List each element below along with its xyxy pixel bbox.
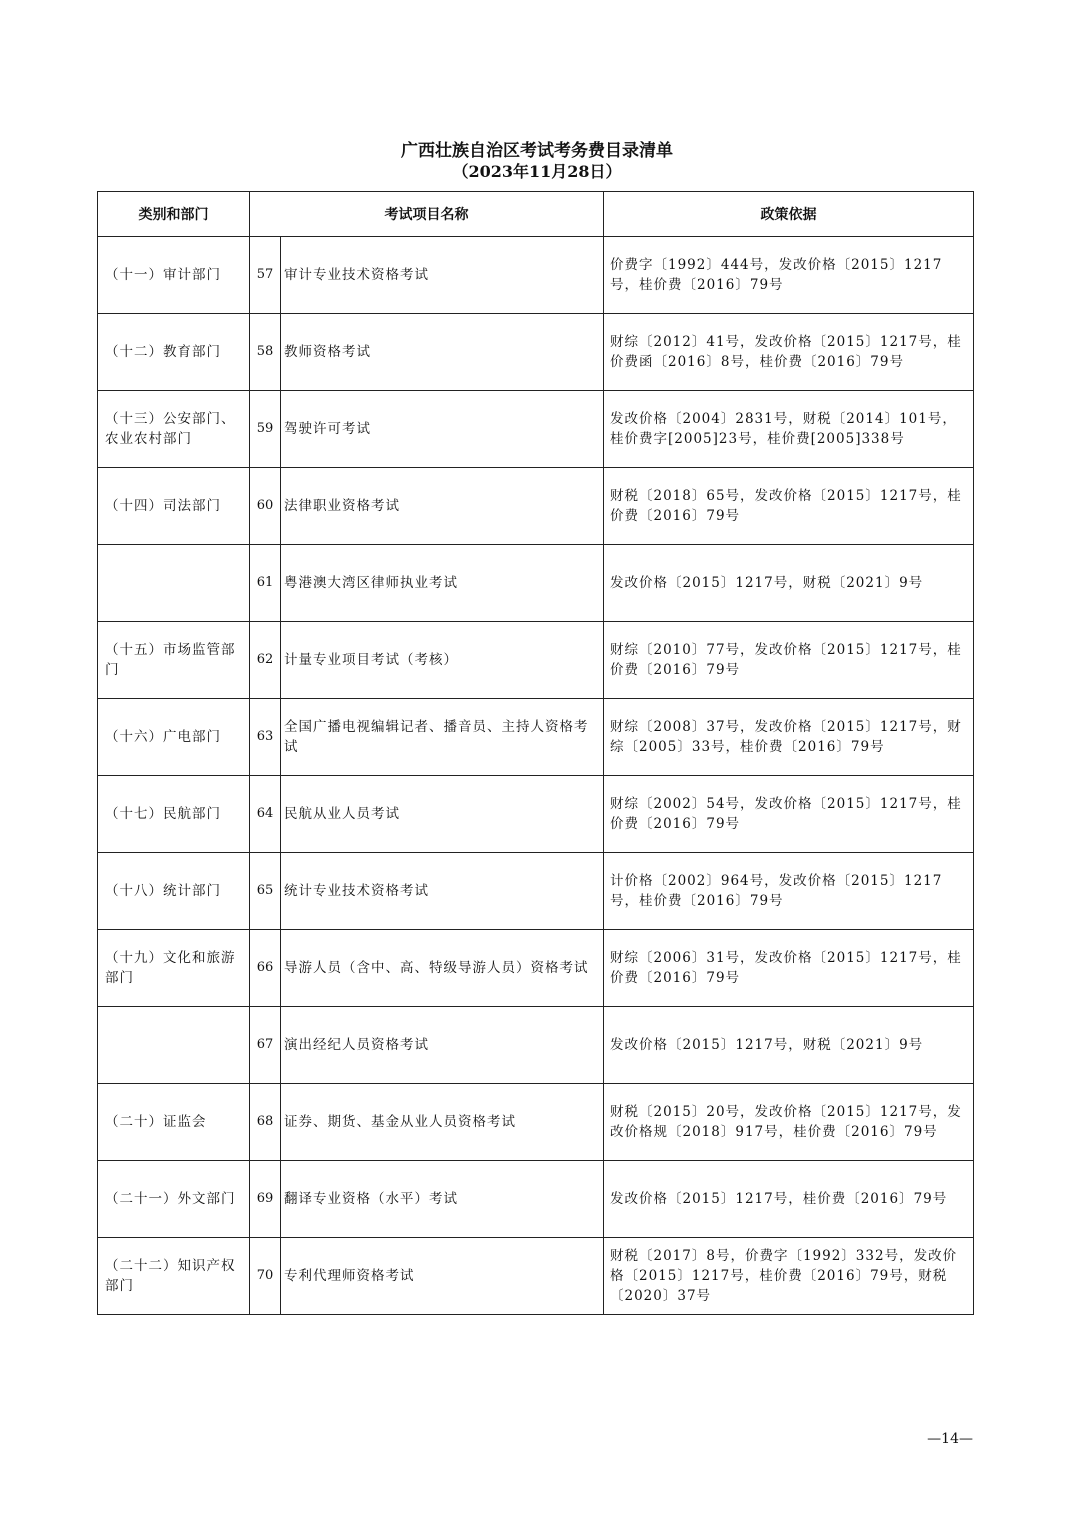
category-cell: （二十二）知识产权部门 [98,1238,250,1315]
table-row [98,1007,974,1084]
table-row [98,1238,974,1315]
item-number-cell: 66 [250,930,281,1007]
exam-name-cell: 翻译专业资格（水平）考试 [281,1161,604,1238]
exam-name-cell: 驾驶许可考试 [281,391,604,468]
table-row [98,776,974,853]
table-row [98,622,974,699]
table-row [98,545,974,622]
policy-basis-cell: 发改价格〔2004〕2831号，财税〔2014〕101号，桂价费字[2005]23号，桂价费[2005]338号 [604,391,974,468]
item-number-cell: 69 [250,1161,281,1238]
document-title: 广西壮族自治区考试考务费目录清单 [401,141,673,161]
category-cell: （十九）文化和旅游部门 [98,930,250,1007]
category-cell [98,545,250,622]
exam-name-cell: 全国广播电视编辑记者、播音员、主持人资格考试 [281,699,604,776]
category-cell: （十三）公安部门、农业农村部门 [98,391,250,468]
table-row [98,237,974,314]
item-number-cell: 70 [250,1238,281,1315]
policy-basis-cell: 财税〔2017〕8号，价费字〔1992〕332号，发改价格〔2015〕1217号，桂价费〔2016〕79号，财税〔2020〕37号 [604,1238,974,1315]
policy-basis-cell: 财综〔2010〕77号，发改价格〔2015〕1217号，桂价费〔2016〕79号 [604,622,974,699]
exam-name-cell: 导游人员（含中、高、特级导游人员）资格考试 [281,930,604,1007]
exam-name-cell: 民航从业人员考试 [281,776,604,853]
category-cell [98,1007,250,1084]
exam-name-cell: 粤港澳大湾区律师执业考试 [281,545,604,622]
policy-basis-cell: 财综〔2012〕41号，发改价格〔2015〕1217号，桂价费函〔2016〕8号，桂价费〔2016〕79号 [604,314,974,391]
policy-basis-cell: 发改价格〔2015〕1217号，财税〔2021〕9号 [604,1007,974,1084]
exam-name-cell: 计量专业项目考试（考核） [281,622,604,699]
item-number-cell: 63 [250,699,281,776]
table-row [98,1161,974,1238]
category-cell: （十七）民航部门 [98,776,250,853]
table-row [98,853,974,930]
item-number-cell: 58 [250,314,281,391]
table-header-row [98,192,974,237]
table-row [98,1084,974,1161]
policy-basis-cell: 财税〔2018〕65号，发改价格〔2015〕1217号，桂价费〔2016〕79号 [604,468,974,545]
policy-basis-cell: 财综〔2008〕37号，发改价格〔2015〕1217号，财综〔2005〕33号，桂价费〔2016〕79号 [604,699,974,776]
item-number-cell: 67 [250,1007,281,1084]
exam-name-cell: 专利代理师资格考试 [281,1238,604,1315]
item-number-cell: 62 [250,622,281,699]
exam-name-cell: 统计专业技术资格考试 [281,853,604,930]
table-row [98,930,974,1007]
category-cell: （十二）教育部门 [98,314,250,391]
item-number-cell: 60 [250,468,281,545]
category-cell: （十五）市场监管部门 [98,622,250,699]
exam-name-cell: 教师资格考试 [281,314,604,391]
policy-basis-cell: 价费字〔1992〕444号，发改价格〔2015〕1217号，桂价费〔2016〕79号 [604,237,974,314]
category-cell: （十八）统计部门 [98,853,250,930]
category-cell: （二十一）外文部门 [98,1161,250,1238]
document-date: （2023年11月28日） [452,162,622,181]
policy-basis-cell: 发改价格〔2015〕1217号，财税〔2021〕9号 [604,545,974,622]
table-row [98,391,974,468]
policy-basis-cell: 财税〔2015〕20号，发改价格〔2015〕1217号，发改价格规〔2018〕917号，桂价费〔2016〕79号 [604,1084,974,1161]
category-cell: （十六）广电部门 [98,699,250,776]
item-number-cell: 64 [250,776,281,853]
exam-name-cell: 审计专业技术资格考试 [281,237,604,314]
table-row [98,468,974,545]
item-number-cell: 68 [250,1084,281,1161]
table-row [98,314,974,391]
header-category: 类别和部门 [98,192,250,237]
page-number: —14— [927,1431,973,1447]
item-number-cell: 57 [250,237,281,314]
exam-name-cell: 演出经纪人员资格考试 [281,1007,604,1084]
exam-name-cell: 证券、期货、基金从业人员资格考试 [281,1084,604,1161]
item-number-cell: 59 [250,391,281,468]
policy-basis-cell: 计价格〔2002〕964号，发改价格〔2015〕1217号，桂价费〔2016〕79号 [604,853,974,930]
exam-name-cell: 法律职业资格考试 [281,468,604,545]
policy-basis-cell: 发改价格〔2015〕1217号，桂价费〔2016〕79号 [604,1161,974,1238]
category-cell: （十一）审计部门 [98,237,250,314]
policy-basis-cell: 财综〔2006〕31号，发改价格〔2015〕1217号，桂价费〔2016〕79号 [604,930,974,1007]
category-cell: （十四）司法部门 [98,468,250,545]
header-exam-name: 考试项目名称 [250,192,604,237]
policy-basis-cell: 财综〔2002〕54号，发改价格〔2015〕1217号，桂价费〔2016〕79号 [604,776,974,853]
exam-fee-catalog-table [97,191,974,1315]
header-policy-basis: 政策依据 [604,192,974,237]
item-number-cell: 65 [250,853,281,930]
item-number-cell: 61 [250,545,281,622]
table-row [98,699,974,776]
category-cell: （二十）证监会 [98,1084,250,1161]
